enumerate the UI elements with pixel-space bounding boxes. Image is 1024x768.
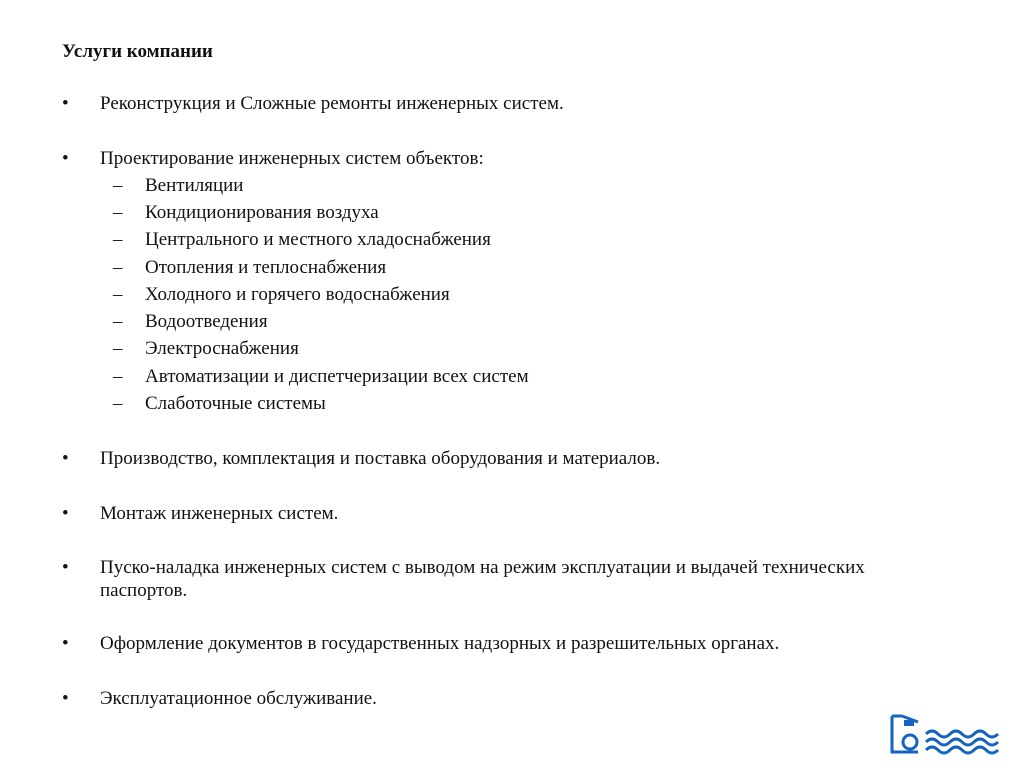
service-item-text: Эксплуатационное обслуживание. [100,688,377,709]
service-item [62,687,942,710]
page-title: Услуги компании [62,41,213,62]
dash-marker: – [113,393,123,414]
sub-item-text: Автоматизации и диспетчеризации всех систем [145,366,529,387]
sub-item-text: Центрального и местного хладоснабжения [145,229,491,250]
sub-item [113,337,813,360]
dash-marker: – [113,366,123,387]
sub-item [113,256,813,279]
service-item [62,92,942,115]
sub-item-text: Электроснабжения [145,338,299,359]
service-item-text: Реконструкция и Сложные ремонты инженерных систем. [100,93,564,114]
sub-item-text: Отопления и теплоснабжения [145,257,387,278]
service-item [62,632,942,655]
dash-marker: – [113,338,123,359]
bullet-marker: • [62,633,69,654]
company-logo [888,712,1010,756]
sub-item [113,201,813,224]
sub-item-text: Кондиционирования воздуха [145,202,379,223]
service-item-text: Пуско-наладка инженерных систем с выводом на режим эксплуатации и выдачей технических паспортов. [100,557,865,601]
sub-item [113,228,813,251]
bullet-marker: • [62,503,69,524]
service-item-text: Проектирование инженерных систем объектов: [100,148,484,169]
service-item-text: Оформление документов в государственных надзорных и разрешительных органах. [100,633,780,654]
service-item [62,447,942,470]
service-item-text: Монтаж инженерных систем. [100,503,339,524]
dash-marker: – [113,175,123,196]
service-item [62,556,942,602]
sub-item-text: Холодного и горячего водоснабжения [145,284,450,305]
dash-marker: – [113,311,123,332]
bullet-marker: • [62,93,69,114]
sub-item [113,392,813,415]
sub-item [113,310,813,333]
sub-item [113,174,813,197]
service-item [62,502,942,525]
service-item-text: Производство, комплектация и поставка оборудования и материалов. [100,448,661,469]
bullet-marker: • [62,448,69,469]
waves-logo-icon [888,712,1010,756]
bullet-marker: • [62,148,69,169]
dash-marker: – [113,257,123,278]
sub-item-text: Слаботочные системы [145,393,326,414]
sub-item [113,365,813,388]
dash-marker: – [113,202,123,223]
sub-item [113,283,813,306]
bullet-marker: • [62,557,69,578]
sub-item-text: Вентиляции [145,175,244,196]
dash-marker: – [113,229,123,250]
bullet-marker: • [62,688,69,709]
sub-item-text: Водоотведения [145,311,268,332]
service-item [62,147,942,170]
dash-marker: – [113,284,123,305]
